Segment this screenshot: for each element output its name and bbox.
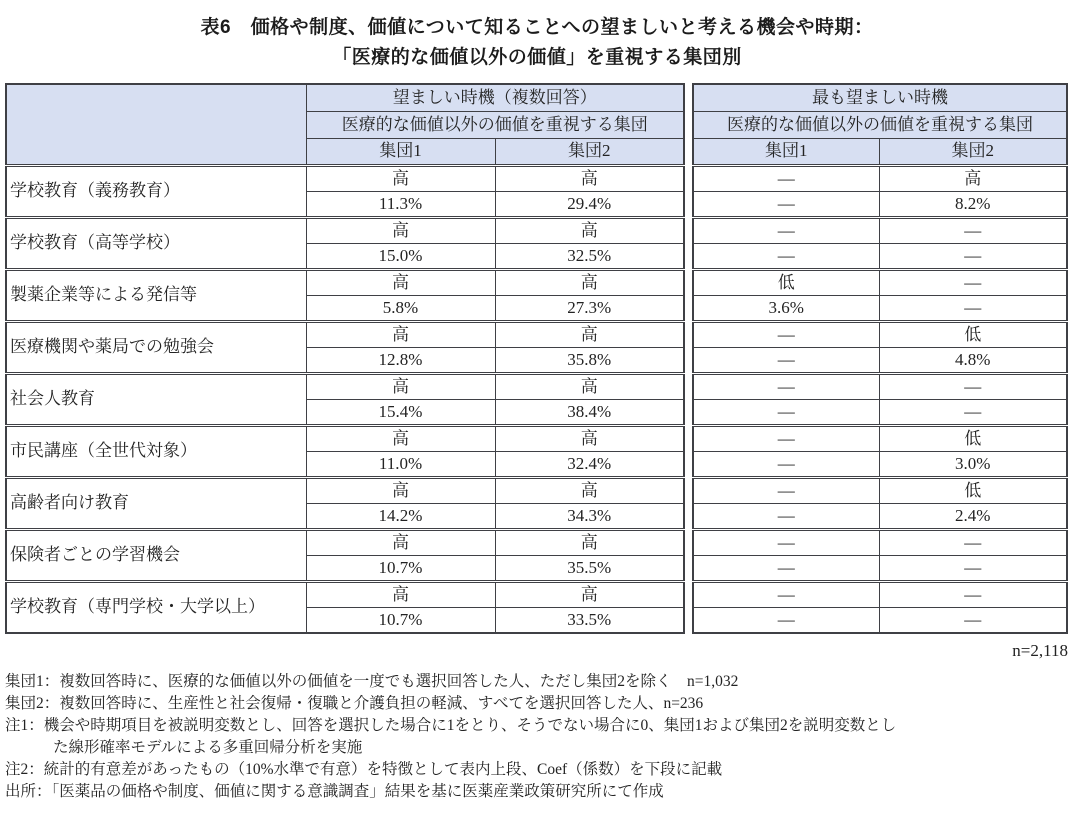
significance-cell: 高 <box>306 477 495 503</box>
right-group-header: 最も望ましい時機 <box>693 84 1067 111</box>
significance-cell: — <box>693 373 879 399</box>
table-row <box>6 269 684 295</box>
note1-line1: 注1：機会や時期項目を被説明変数とし、回答を選択した場合に1をとり、そうでない場合に0、集団1および集団2を説明変数とし <box>5 717 897 734</box>
table-row <box>6 581 684 607</box>
significance-cell: 低 <box>879 425 1067 451</box>
source-note: 出所：「医薬品の価格や制度、価値に関する意識調査」結果を基に医薬産業政策研究所にて作成 <box>5 783 664 800</box>
coefficient-cell: 5.8% <box>306 295 495 321</box>
significance-cell: — <box>693 477 879 503</box>
left-subgroup-header: 医療的な価値以外の価値を重視する集団 <box>306 111 684 138</box>
significance-cell: 高 <box>495 581 684 607</box>
coefficient-cell: 8.2% <box>879 191 1067 217</box>
left-col2-header: 集団2 <box>495 138 684 165</box>
significance-cell: — <box>693 529 879 555</box>
significance-cell: 高 <box>495 217 684 243</box>
coefficient-cell: 10.7% <box>306 555 495 581</box>
significance-cell: 高 <box>306 321 495 347</box>
most-desired-timing-table <box>692 83 1068 634</box>
row-label: 学校教育（高等学校） <box>6 217 306 269</box>
table-row <box>693 451 1067 477</box>
desired-timing-table <box>5 83 685 634</box>
table-row <box>693 477 1067 503</box>
table-row <box>693 217 1067 243</box>
table-title <box>0 13 1074 73</box>
coefficient-cell: — <box>879 555 1067 581</box>
table-row <box>693 399 1067 425</box>
coefficient-cell: 32.4% <box>495 451 684 477</box>
significance-cell: 高 <box>306 269 495 295</box>
table-row <box>6 477 684 503</box>
significance-cell: 高 <box>306 165 495 191</box>
row-label: 学校教育（専門学校・大学以上） <box>6 581 306 633</box>
table-row <box>693 503 1067 529</box>
coefficient-cell: 32.5% <box>495 243 684 269</box>
table-row <box>6 165 684 191</box>
coefficient-cell: — <box>693 243 879 269</box>
coefficient-cell: — <box>693 503 879 529</box>
table-row <box>693 347 1067 373</box>
row-label: 社会人教育 <box>6 373 306 425</box>
coefficient-cell: 12.8% <box>306 347 495 373</box>
note1-line2: た線形確率モデルによる多重回帰分析を実施 <box>53 739 363 756</box>
significance-cell: — <box>693 581 879 607</box>
left-col1-header: 集団1 <box>306 138 495 165</box>
significance-cell: — <box>693 425 879 451</box>
significance-cell: 高 <box>495 529 684 555</box>
table-row <box>6 321 684 347</box>
group1-definition-note: 集団1：複数回答時に、医療的な価値以外の価値を一度でも選択回答した人、ただし集団2を除く n=1,032 <box>5 673 739 690</box>
coefficient-cell: 3.6% <box>693 295 879 321</box>
coefficient-cell: 11.3% <box>306 191 495 217</box>
table-row <box>693 581 1067 607</box>
table-row <box>693 529 1067 555</box>
table-row <box>6 217 684 243</box>
significance-cell: 高 <box>495 425 684 451</box>
significance-cell: 高 <box>879 165 1067 191</box>
coefficient-cell: — <box>879 243 1067 269</box>
coefficient-cell: 35.5% <box>495 555 684 581</box>
title-line-2: 「医療的な価値以外の価値」を重視する集団別 <box>332 47 742 68</box>
row-label: 市民講座（全世代対象） <box>6 425 306 477</box>
coefficient-cell: 3.0% <box>879 451 1067 477</box>
coefficient-cell: 33.5% <box>495 607 684 633</box>
significance-cell: — <box>879 581 1067 607</box>
coefficient-cell: — <box>879 607 1067 633</box>
significance-cell: 高 <box>495 269 684 295</box>
footnotes <box>5 671 1071 803</box>
coefficient-cell: — <box>693 555 879 581</box>
tables-container <box>5 83 1074 634</box>
table-row <box>693 191 1067 217</box>
coefficient-cell: 10.7% <box>306 607 495 633</box>
significance-cell: — <box>879 373 1067 399</box>
note2: 注2：統計的有意差があったもの（10%水準で有意）を特徴として表内上段、Coef（係数）を下段に記載 <box>5 761 723 778</box>
coefficient-cell: — <box>879 295 1067 321</box>
table-row <box>693 295 1067 321</box>
table-row <box>6 425 684 451</box>
coefficient-cell: 35.8% <box>495 347 684 373</box>
table-row <box>693 269 1067 295</box>
coefficient-cell: — <box>693 451 879 477</box>
significance-cell: — <box>879 217 1067 243</box>
coefficient-cell: 14.2% <box>306 503 495 529</box>
table-row <box>693 555 1067 581</box>
right-subgroup-header: 医療的な価値以外の価値を重視する集団 <box>693 111 1067 138</box>
table-row <box>6 529 684 555</box>
significance-cell: 低 <box>879 477 1067 503</box>
coefficient-cell: 4.8% <box>879 347 1067 373</box>
significance-cell: 高 <box>495 373 684 399</box>
row-label: 保険者ごとの学習機会 <box>6 529 306 581</box>
table-row <box>6 373 684 399</box>
table-row <box>693 165 1067 191</box>
significance-cell: 低 <box>879 321 1067 347</box>
coefficient-cell: 38.4% <box>495 399 684 425</box>
coefficient-cell: 11.0% <box>306 451 495 477</box>
significance-cell: 高 <box>306 581 495 607</box>
significance-cell: 高 <box>495 165 684 191</box>
significance-cell: 低 <box>693 269 879 295</box>
table-row <box>693 373 1067 399</box>
left-group-header: 望ましい時機（複数回答） <box>306 84 684 111</box>
title-line-1: 表6 価格や制度、価値について知ることへの望ましいと考える機会や時期： <box>200 17 874 38</box>
significance-cell: — <box>693 165 879 191</box>
significance-cell: 高 <box>306 217 495 243</box>
coefficient-cell: — <box>693 347 879 373</box>
coefficient-cell: — <box>693 191 879 217</box>
table-row <box>693 425 1067 451</box>
significance-cell: — <box>693 217 879 243</box>
coefficient-cell: 15.0% <box>306 243 495 269</box>
coefficient-cell: — <box>693 399 879 425</box>
significance-cell: 高 <box>306 425 495 451</box>
significance-cell: 高 <box>306 373 495 399</box>
significance-cell: 高 <box>306 529 495 555</box>
table-row <box>693 243 1067 269</box>
row-label: 高齢者向け教育 <box>6 477 306 529</box>
significance-cell: 高 <box>495 321 684 347</box>
row-label: 医療機関や薬局での勉強会 <box>6 321 306 373</box>
coefficient-cell: 27.3% <box>495 295 684 321</box>
coefficient-cell: 34.3% <box>495 503 684 529</box>
total-sample-size: n=2,118 <box>1012 641 1068 660</box>
coefficient-cell: — <box>879 399 1067 425</box>
row-label-header-cell <box>6 84 306 165</box>
table-row <box>693 321 1067 347</box>
coefficient-cell: 15.4% <box>306 399 495 425</box>
right-col1-header: 集団1 <box>693 138 879 165</box>
significance-cell: — <box>879 269 1067 295</box>
coefficient-cell: 2.4% <box>879 503 1067 529</box>
group2-definition-note: 集団2：複数回答時に、生産性と社会復帰・復職と介護負担の軽減、すべてを選択回答した人、n=236 <box>5 695 704 712</box>
coefficient-cell: 29.4% <box>495 191 684 217</box>
significance-cell: 高 <box>495 477 684 503</box>
significance-cell: — <box>879 529 1067 555</box>
row-label: 学校教育（義務教育） <box>6 165 306 217</box>
coefficient-cell: — <box>693 607 879 633</box>
significance-cell: — <box>693 321 879 347</box>
right-col2-header: 集団2 <box>879 138 1067 165</box>
table-row <box>693 607 1067 633</box>
row-label: 製薬企業等による発信等 <box>6 269 306 321</box>
